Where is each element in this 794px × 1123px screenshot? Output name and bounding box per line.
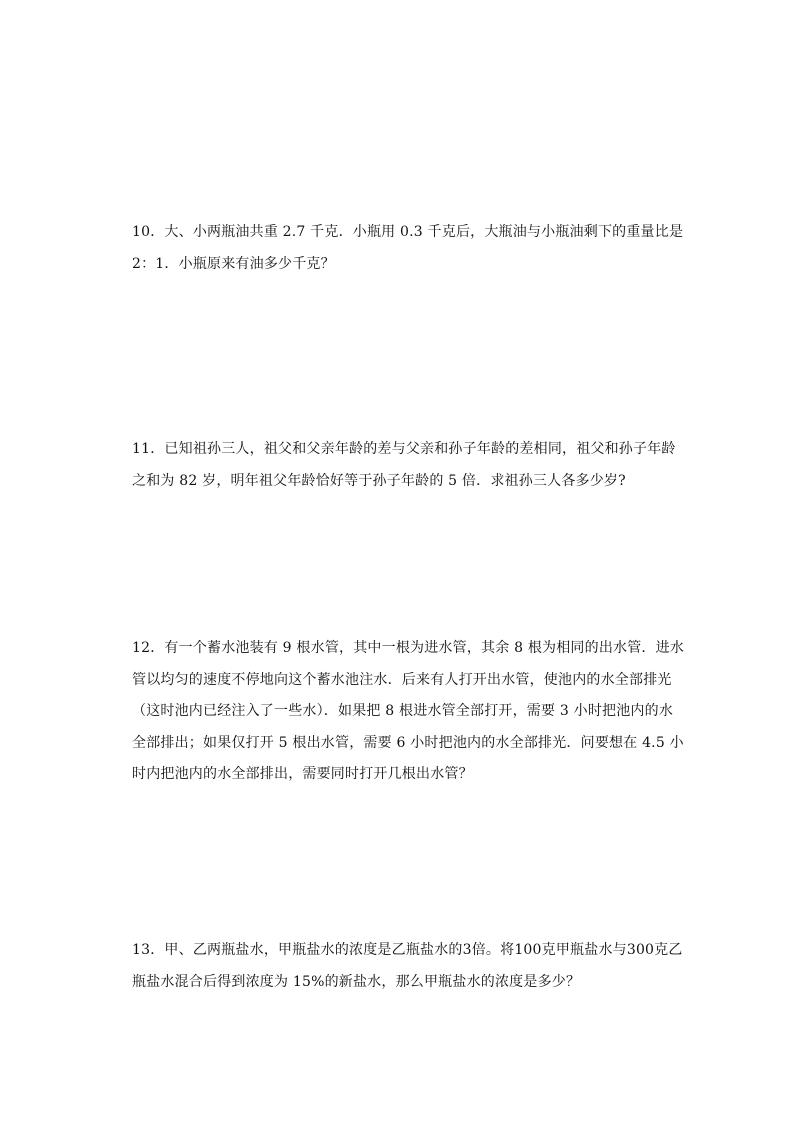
problem-text-line: 2：1．小瓶原来有油多少千克？ — [132, 255, 335, 272]
problem-text-line: 全部排出；如果仅打开 5 根出水管，需要 6 小时把池内的水全部排光．问要想在 4.5 小 — [132, 734, 684, 751]
problem-text-line: 时内把池内的水全部排出，需要同时打开几根出水管？ — [132, 766, 473, 782]
problem-12 — [132, 633, 685, 791]
problem-text-line: （这时池内已经注入了一些水）．如果把 8 根进水管全部打开，需要 3 小时把池内的水 — [132, 703, 674, 719]
problem-text-line: 12．有一个蓄水池装有 9 根水管，其中一根为进水管，其余 8 根为相同的出水管．进水 — [132, 640, 685, 656]
problem-text-line: 13．甲、乙两瓶盐水，甲瓶盐水的浓度是乙瓶盐水的3倍。将100克甲瓶盐水与300克乙 — [132, 942, 683, 958]
problem-text-line: 之和为 82 岁，明年祖父年龄恰好等于孙子年龄的 5 倍．求祖孙三人各多少岁? — [132, 472, 626, 489]
problem-text-line: 11．已知祖孙三人，祖父和父亲年龄的差与父亲和孙子年龄的差相同，祖父和孙子年龄 — [132, 441, 676, 457]
problem-text-line: 10．大、小两瓶油共重 2.7 千克．小瓶用 0.3 千克后，大瓶油与小瓶油剩下的重量比是 — [132, 224, 684, 240]
problem-11 — [132, 434, 676, 497]
problem-10 — [132, 217, 684, 280]
problem-text-line: 瓶盐水混合后得到浓度为 15%的新盐水，那么甲瓶盐水的浓度是多少？ — [132, 973, 581, 990]
problem-text-line: 管以均匀的速度不停地向这个蓄水池注水．后来有人打开出水管，使池内的水全部排光 — [132, 671, 672, 688]
problem-13 — [132, 935, 683, 998]
